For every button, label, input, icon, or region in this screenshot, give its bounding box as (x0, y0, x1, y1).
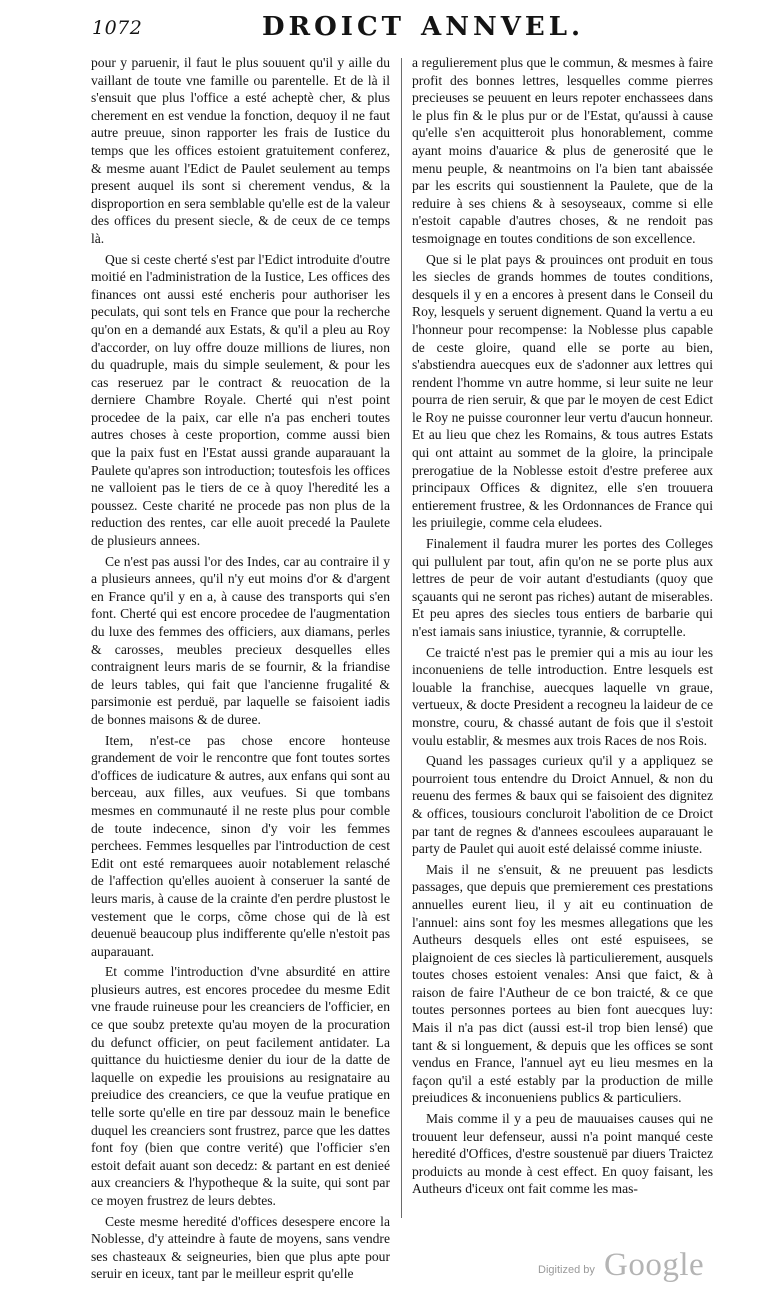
running-head-word-2: ANNVEL. (421, 12, 585, 42)
page-number: 1072 (92, 17, 143, 39)
right-paragraph-4: Ce traicté n'est pas le premier qui a mis au iour les inconueniens de telle introduction. Entre lesquels est louable la franchise, auecques laquelle vn graue, vertueux, & docte President a recogneu la laideur de ce monstre, couru, & chassé autant de fois que il s'estoit voulu establir, & mesmes aux trois Races de nos Rois. (412, 644, 713, 748)
right-paragraph-5: Quand les passages curieux qu'il y a appliquez se pourroient tous entendre du Droict Annuel, & non du reuenu des fermes & baux qui se faisoient des dignitez & offices, tousiours concluroit l'abolition de ce Droict par tant de regnes & d'annees escoulees auparauant le party de Paulet qui auoit esté delaissé comme iniuste. (412, 753, 713, 857)
left-paragraph-5: Et comme l'introduction d'vne absurdité en attire plusieurs autres, est encores procedee du mesme Edit vne fraude ruineuse pour les creanciers de l'officier, en ce que soubz pretexte qu'au moyen de la procuration du defunct officier, on peut facilement antidater. La quittance du huictiesme denier du iour de la datte de laquelle on expedie les prouisions au resignataire au preiudice des creanciers, ce que la veufue pratique en telle sorte qu'elle en tire par dessouz main le benefice duquel les creanciers sont frustrez, parce que les dattes font foy (bien que contre verité) que l'officier s'en estoit defait auant son decedz: & partant en est denieé aux creanciers & l'hypotheque & la suite, qui sont par ce moyen frustrez de leurs debtes. (91, 964, 390, 1208)
left-paragraph-2: Que si ceste cherté s'est par l'Edict introduite d'outre moitié en l'administration de la Iustice, Les offices des finances ont aussi esté encheris pour authoriser les peculats, qui sont tels en France que pour la recherche qu'on en a demandé aux Estats, & qu'il a pleu au Roy d'accorder, on luy offre douze millions de liures, non du quadruple, mais du simple seulement, & pour les cas reseruez par le contract & reuocation de la derniere Chambre Royale. Cherté qui n'est point procedee de la paix, car elle n'a pas encheri toutes autres choses à ceste proportion, comme aussi bien que la paix fust en l'Estat aussi grande auparauant la Paulete qu'apres son introduction; toutesfois les offices ne valloient pas le tiers de ce à quoy l'heredité les a poussez. Ceste charité ne procede pas non plus de la reduction des rentes, car elle auoit precedé la Paulete de plusieurs annees. (91, 251, 390, 549)
right-paragraph-6: Mais il ne s'ensuit, & ne preuuent pas lesdicts passages, que depuis que premierement ces prestations annuelles eurent lieu, il y ait eu continuation de l'annuel: ains sont foy les mesmes allegations que les Autheurs desquels elles ont esté espuisees, se plaignoient de ces siecles là particulierement, ausquels toutes choses estoient venales: Ansi que faict, & à raison de faire l'Autheur de ce bon traicté, & ce que toutes personnes portees au bien font auecques luy: Mais il n'a pas dict (aussi est-il trop bien lensé) que tant & si longuement, & depuis que les offices se sont vendus en France, l'annuel ayt eu lieu mesmes en la façon qu'il a esté estably par la production de mille preiudices & inconueniens publics & particuliers. (412, 861, 713, 1106)
running-head-word-1: DROICT (262, 12, 406, 42)
right-paragraph-3: Finalement il faudra murer les portes des Colleges qui pullulent par tout, afin qu'on ne se porte plus aux lettres de peur de voir autant d'estudiants (quoy que sçauants qui ne seront pas riches) autant de miserables. Et peu apres des siecles tous entiers de barbarie qui n'est iamais sans iniustice, tyrannie, & corruptelle. (412, 536, 713, 639)
left-column (91, 54, 390, 1282)
right-paragraph-7: Mais comme il y a peu de mauuaises causes qui ne trouuent leur defenseur, aussi n'a point manqué ceste heredité d'Offices, d'estre soustenuë par diuers Traictez produicts au monde à cest effect. En quoy faisant, les Autheurs d'iceux ont fait comme les mas- (412, 1111, 713, 1197)
digitized-by-label: Digitized by (538, 1264, 595, 1276)
right-paragraph-1: a regulierement plus que le commun, & mesmes à faire profit des bonnes lettres, lesquelles comme pierres precieuses se peuuent en leurs repoter enchassees dans le plus fin & le plus pur or de l'Estat, qu'aussi à cause qu'elle s'en acquitteroit plus honorablement, comme ayant moins d'auarice & plus de generosité que le menu peuple, & neantmoins on l'a bien tant abaissée par les escrits qui soustiennent la Paulete, que de la reduire à ses chiens & à sesoyseaux, comme si elle n'estoit capable d'autres choses, & ne rendoit pas tesmoignage en toutes conditions de son excellence. (412, 55, 713, 246)
digitized-by-google-watermark (538, 1246, 728, 1284)
left-paragraph-4: Item, n'est-ce pas chose encore honteuse grandement de voir le rencontre que font toutes sortes d'offices de iudicature & autres, aux enfans qui sont au berceau, aux filles, aux veufues. Si que tombans mesmes en communauté il ne reste plus pour comble de toute indecence, sinon d'y voir les femmes perchees. Femmes lesquelles par l'introduction de cest Edit ont esté remarquees auoir notablement relasché de l'affection qu'elles auoient à conseruer la santé de leurs maris, à cause de la crainte d'en perdre plustost le vestement que le corps, cõme chose qui de là est deuenuë beaucoup plus indifferente qu'elle n'estoit pas auparauant. (91, 732, 390, 959)
google-logo: Google (604, 1247, 705, 1283)
left-paragraph-6: Ceste mesme heredité d'offices desespere encore la Noblesse, d'y atteindre à faute de moyens, sans vendre ses chasteaux & seigneuries, bien que plus apte pour seruir en iceux, tant par le meilleur esprit qu'elle (91, 1213, 390, 1282)
right-column (412, 54, 713, 1224)
left-paragraph-3: Ce n'est pas aussi l'or des Indes, car au contraire il y a plusieurs annees, qu'il n'y eut moins d'or & d'argent en France qu'il y en a, à cause des transports qui s'en font. Cherté qui est encore procedee de l'augmentation du luxe des femmes des officiers, aux diamans, perles & carosses, meubles precieux desquelles elles contraignent leurs maris de se fournir, & la friandise de leurs tables, qui fait que l'ancienne frugalité & parsimonie est perduë, par laquelle se faisoient iadis de bonnes maisons & de duree. (91, 553, 390, 727)
left-paragraph-1: pour y paruenir, il faut le plus souuent qu'il y aille du vaillant de toute vne famille ou parentelle. Et de là il s'ensuit que plus l'office a esté acheptè cher, & plus cherement en est vendue la fonction, dequoy il ne faut autre preuue, sinon rapporter les frais de Iustice du temps que les offices estoient gratuitement conferez, & mesme auant l'Edict de Paulet seulement au temps present auquel ils sont si cherement vendus, & la disproportion en sera semblable qu'elle est de la valeur des offices du present siecle, & de ceux de ce temps là. (91, 55, 390, 246)
column-divider (401, 58, 402, 1218)
right-paragraph-2: Que si le plat pays & prouinces ont produit en tous les siecles de grands hommes de toutes conditions, desquels il y en a encores à present dans le Conseil du Roy, lesquels y seruent dignement. Quand la vertu a eu l'honneur pour recompense: la Noblesse plus capable de ceste gloire, quand elle se porte au bien, s'abstiendra auecques eux de s'adonner aux lettres qui rendent l'homme vn autre homme, si leur suite ne leur pourra de rien seruir, & que par le moyen de cest Edict le Roy ne puisse couronner leur vertu d'aucun honneur. Et au lieu que chez les Romains, & tous autres Estats qui ont attaint au sommet de la gloire, la principale prerogatiue de la Noblesse estoit d'estre preferee aux principaux Offices & dignitez, elle s'en trouuera entierement frustree, & les Ordonnances de France qui les priuilegie, comme cela eludees. (412, 251, 713, 531)
running-head (262, 10, 600, 44)
